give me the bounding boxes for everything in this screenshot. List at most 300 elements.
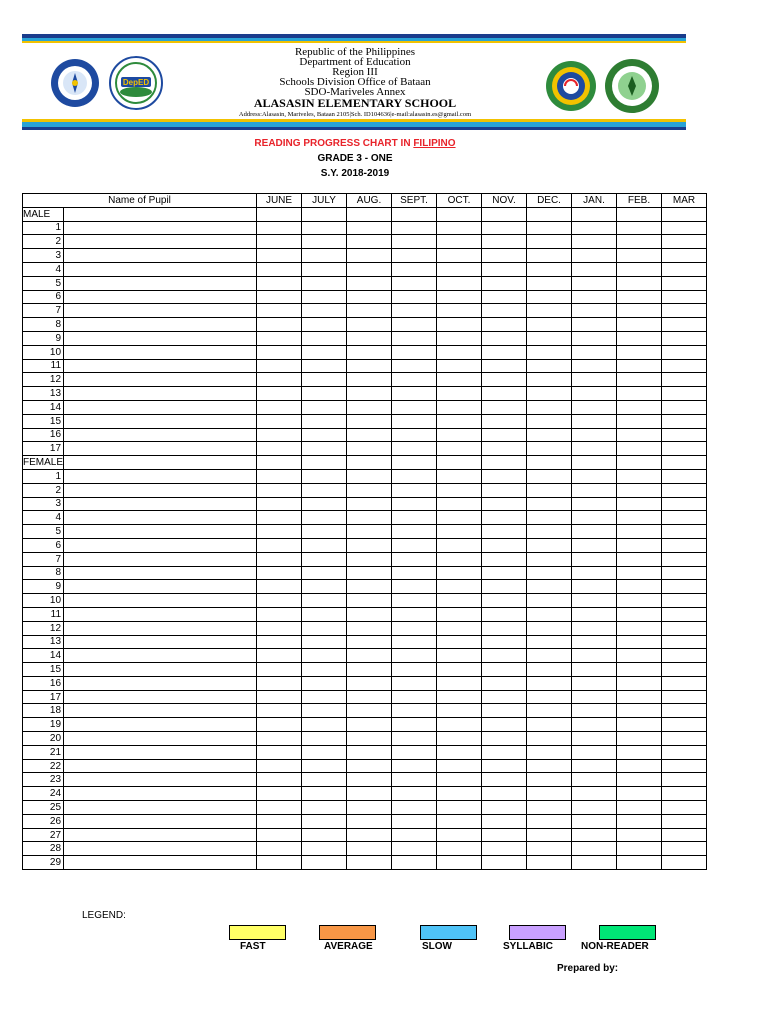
month-cell[interactable] xyxy=(617,801,662,815)
month-cell[interactable] xyxy=(437,497,482,511)
month-cell[interactable] xyxy=(572,828,617,842)
month-cell[interactable] xyxy=(302,690,347,704)
month-cell[interactable] xyxy=(437,511,482,525)
month-cell[interactable] xyxy=(392,594,437,608)
month-cell[interactable] xyxy=(617,580,662,594)
month-cell[interactable] xyxy=(617,469,662,483)
month-cell[interactable] xyxy=(437,842,482,856)
pupil-name-cell[interactable] xyxy=(64,359,257,373)
month-cell[interactable] xyxy=(527,345,572,359)
pupil-name-cell[interactable] xyxy=(64,773,257,787)
month-cell[interactable] xyxy=(482,483,527,497)
month-cell[interactable] xyxy=(527,221,572,235)
month-cell[interactable] xyxy=(302,345,347,359)
pupil-name-cell[interactable] xyxy=(64,318,257,332)
month-cell[interactable] xyxy=(347,538,392,552)
month-cell[interactable] xyxy=(617,276,662,290)
month-cell[interactable] xyxy=(392,856,437,870)
month-cell[interactable] xyxy=(302,718,347,732)
month-cell[interactable] xyxy=(347,842,392,856)
month-cell[interactable] xyxy=(617,663,662,677)
pupil-name-cell[interactable] xyxy=(64,538,257,552)
month-cell[interactable] xyxy=(527,635,572,649)
month-cell[interactable] xyxy=(617,400,662,414)
month-cell[interactable] xyxy=(482,442,527,456)
month-cell[interactable] xyxy=(527,497,572,511)
month-cell[interactable] xyxy=(572,483,617,497)
month-cell[interactable] xyxy=(257,414,302,428)
pupil-name-cell[interactable] xyxy=(64,580,257,594)
month-cell[interactable] xyxy=(257,649,302,663)
month-cell[interactable] xyxy=(392,842,437,856)
month-cell[interactable] xyxy=(302,400,347,414)
month-cell[interactable] xyxy=(347,745,392,759)
month-cell[interactable] xyxy=(302,428,347,442)
month-cell[interactable] xyxy=(347,290,392,304)
month-cell[interactable] xyxy=(482,704,527,718)
month-cell[interactable] xyxy=(617,759,662,773)
month-cell[interactable] xyxy=(347,497,392,511)
month-cell[interactable] xyxy=(302,814,347,828)
month-cell[interactable] xyxy=(527,663,572,677)
month-cell[interactable] xyxy=(617,773,662,787)
month-cell[interactable] xyxy=(347,759,392,773)
month-cell[interactable] xyxy=(572,690,617,704)
month-cell[interactable] xyxy=(392,704,437,718)
month-cell[interactable] xyxy=(302,304,347,318)
month-cell[interactable] xyxy=(482,359,527,373)
pupil-name-cell[interactable] xyxy=(64,235,257,249)
month-cell[interactable] xyxy=(392,511,437,525)
month-cell[interactable] xyxy=(437,525,482,539)
month-cell[interactable] xyxy=(257,759,302,773)
month-cell[interactable] xyxy=(392,649,437,663)
month-cell[interactable] xyxy=(482,663,527,677)
month-cell[interactable] xyxy=(527,676,572,690)
month-cell[interactable] xyxy=(482,469,527,483)
month-cell[interactable] xyxy=(302,469,347,483)
month-cell[interactable] xyxy=(302,580,347,594)
pupil-name-cell[interactable] xyxy=(64,828,257,842)
month-cell[interactable] xyxy=(437,373,482,387)
month-cell[interactable] xyxy=(347,511,392,525)
pupil-name-cell[interactable] xyxy=(64,497,257,511)
month-cell[interactable] xyxy=(437,538,482,552)
month-cell[interactable] xyxy=(302,773,347,787)
month-cell[interactable] xyxy=(347,276,392,290)
month-cell[interactable] xyxy=(482,511,527,525)
month-cell[interactable] xyxy=(527,690,572,704)
month-cell[interactable] xyxy=(572,773,617,787)
month-cell[interactable] xyxy=(662,607,707,621)
month-cell[interactable] xyxy=(572,718,617,732)
month-cell[interactable] xyxy=(392,814,437,828)
month-cell[interactable] xyxy=(617,676,662,690)
month-cell[interactable] xyxy=(302,387,347,401)
month-cell[interactable] xyxy=(302,525,347,539)
month-cell[interactable] xyxy=(617,787,662,801)
month-cell[interactable] xyxy=(482,249,527,263)
month-cell[interactable] xyxy=(347,387,392,401)
month-cell[interactable] xyxy=(662,663,707,677)
month-cell[interactable] xyxy=(482,304,527,318)
month-cell[interactable] xyxy=(572,649,617,663)
month-cell[interactable] xyxy=(662,400,707,414)
month-cell[interactable] xyxy=(662,787,707,801)
month-cell[interactable] xyxy=(482,221,527,235)
month-cell[interactable] xyxy=(662,249,707,263)
month-cell[interactable] xyxy=(437,828,482,842)
pupil-name-cell[interactable] xyxy=(64,290,257,304)
month-cell[interactable] xyxy=(437,690,482,704)
month-cell[interactable] xyxy=(392,414,437,428)
month-cell[interactable] xyxy=(392,690,437,704)
month-cell[interactable] xyxy=(662,469,707,483)
month-cell[interactable] xyxy=(482,497,527,511)
month-cell[interactable] xyxy=(572,290,617,304)
month-cell[interactable] xyxy=(617,856,662,870)
month-cell[interactable] xyxy=(527,732,572,746)
month-cell[interactable] xyxy=(572,414,617,428)
month-cell[interactable] xyxy=(572,801,617,815)
month-cell[interactable] xyxy=(572,552,617,566)
month-cell[interactable] xyxy=(482,290,527,304)
month-cell[interactable] xyxy=(302,663,347,677)
pupil-name-cell[interactable] xyxy=(64,262,257,276)
month-cell[interactable] xyxy=(482,414,527,428)
pupil-name-cell[interactable] xyxy=(64,428,257,442)
month-cell[interactable] xyxy=(482,607,527,621)
month-cell[interactable] xyxy=(617,290,662,304)
month-cell[interactable] xyxy=(257,483,302,497)
month-cell[interactable] xyxy=(527,621,572,635)
month-cell[interactable] xyxy=(527,276,572,290)
month-cell[interactable] xyxy=(617,345,662,359)
month-cell[interactable] xyxy=(617,690,662,704)
month-cell[interactable] xyxy=(662,649,707,663)
month-cell[interactable] xyxy=(527,373,572,387)
month-cell[interactable] xyxy=(392,442,437,456)
month-cell[interactable] xyxy=(392,552,437,566)
month-cell[interactable] xyxy=(662,759,707,773)
month-cell[interactable] xyxy=(437,387,482,401)
month-cell[interactable] xyxy=(302,745,347,759)
month-cell[interactable] xyxy=(347,359,392,373)
month-cell[interactable] xyxy=(572,469,617,483)
pupil-name-cell[interactable] xyxy=(64,552,257,566)
month-cell[interactable] xyxy=(347,607,392,621)
month-cell[interactable] xyxy=(572,525,617,539)
month-cell[interactable] xyxy=(347,649,392,663)
month-cell[interactable] xyxy=(302,704,347,718)
pupil-name-cell[interactable] xyxy=(64,345,257,359)
month-cell[interactable] xyxy=(572,704,617,718)
month-cell[interactable] xyxy=(257,787,302,801)
month-cell[interactable] xyxy=(482,856,527,870)
month-cell[interactable] xyxy=(617,814,662,828)
month-cell[interactable] xyxy=(527,649,572,663)
month-cell[interactable] xyxy=(392,373,437,387)
month-cell[interactable] xyxy=(617,318,662,332)
month-cell[interactable] xyxy=(392,249,437,263)
month-cell[interactable] xyxy=(257,400,302,414)
month-cell[interactable] xyxy=(302,290,347,304)
month-cell[interactable] xyxy=(572,249,617,263)
month-cell[interactable] xyxy=(392,566,437,580)
month-cell[interactable] xyxy=(392,732,437,746)
month-cell[interactable] xyxy=(437,331,482,345)
month-cell[interactable] xyxy=(662,345,707,359)
month-cell[interactable] xyxy=(257,814,302,828)
month-cell[interactable] xyxy=(257,663,302,677)
month-cell[interactable] xyxy=(257,276,302,290)
month-cell[interactable] xyxy=(437,221,482,235)
month-cell[interactable] xyxy=(662,511,707,525)
pupil-name-cell[interactable] xyxy=(64,814,257,828)
month-cell[interactable] xyxy=(662,428,707,442)
month-cell[interactable] xyxy=(437,649,482,663)
month-cell[interactable] xyxy=(482,814,527,828)
pupil-name-cell[interactable] xyxy=(64,221,257,235)
month-cell[interactable] xyxy=(617,607,662,621)
month-cell[interactable] xyxy=(482,732,527,746)
month-cell[interactable] xyxy=(347,249,392,263)
month-cell[interactable] xyxy=(257,511,302,525)
month-cell[interactable] xyxy=(392,787,437,801)
month-cell[interactable] xyxy=(572,400,617,414)
month-cell[interactable] xyxy=(347,262,392,276)
month-cell[interactable] xyxy=(437,856,482,870)
month-cell[interactable] xyxy=(572,511,617,525)
month-cell[interactable] xyxy=(437,594,482,608)
month-cell[interactable] xyxy=(392,400,437,414)
month-cell[interactable] xyxy=(617,538,662,552)
month-cell[interactable] xyxy=(572,607,617,621)
month-cell[interactable] xyxy=(482,745,527,759)
month-cell[interactable] xyxy=(437,773,482,787)
month-cell[interactable] xyxy=(572,814,617,828)
month-cell[interactable] xyxy=(392,318,437,332)
month-cell[interactable] xyxy=(617,221,662,235)
month-cell[interactable] xyxy=(347,704,392,718)
month-cell[interactable] xyxy=(527,290,572,304)
month-cell[interactable] xyxy=(257,676,302,690)
month-cell[interactable] xyxy=(302,607,347,621)
pupil-name-cell[interactable] xyxy=(64,663,257,677)
month-cell[interactable] xyxy=(392,745,437,759)
month-cell[interactable] xyxy=(302,331,347,345)
pupil-name-cell[interactable] xyxy=(64,607,257,621)
month-cell[interactable] xyxy=(482,428,527,442)
pupil-name-cell[interactable] xyxy=(64,635,257,649)
month-cell[interactable] xyxy=(347,566,392,580)
month-cell[interactable] xyxy=(482,828,527,842)
month-cell[interactable] xyxy=(392,483,437,497)
month-cell[interactable] xyxy=(617,387,662,401)
month-cell[interactable] xyxy=(662,814,707,828)
month-cell[interactable] xyxy=(347,732,392,746)
month-cell[interactable] xyxy=(392,262,437,276)
month-cell[interactable] xyxy=(257,621,302,635)
month-cell[interactable] xyxy=(527,580,572,594)
month-cell[interactable] xyxy=(437,718,482,732)
month-cell[interactable] xyxy=(437,704,482,718)
month-cell[interactable] xyxy=(617,483,662,497)
month-cell[interactable] xyxy=(257,262,302,276)
month-cell[interactable] xyxy=(482,552,527,566)
month-cell[interactable] xyxy=(527,304,572,318)
month-cell[interactable] xyxy=(347,635,392,649)
month-cell[interactable] xyxy=(617,511,662,525)
month-cell[interactable] xyxy=(437,442,482,456)
month-cell[interactable] xyxy=(392,221,437,235)
month-cell[interactable] xyxy=(482,538,527,552)
month-cell[interactable] xyxy=(302,262,347,276)
month-cell[interactable] xyxy=(572,318,617,332)
pupil-name-cell[interactable] xyxy=(64,704,257,718)
month-cell[interactable] xyxy=(662,318,707,332)
month-cell[interactable] xyxy=(437,787,482,801)
month-cell[interactable] xyxy=(257,745,302,759)
month-cell[interactable] xyxy=(617,828,662,842)
month-cell[interactable] xyxy=(527,538,572,552)
month-cell[interactable] xyxy=(572,428,617,442)
month-cell[interactable] xyxy=(572,842,617,856)
pupil-name-cell[interactable] xyxy=(64,801,257,815)
month-cell[interactable] xyxy=(257,387,302,401)
month-cell[interactable] xyxy=(527,594,572,608)
month-cell[interactable] xyxy=(257,842,302,856)
month-cell[interactable] xyxy=(662,594,707,608)
month-cell[interactable] xyxy=(437,414,482,428)
month-cell[interactable] xyxy=(527,759,572,773)
month-cell[interactable] xyxy=(302,442,347,456)
month-cell[interactable] xyxy=(617,732,662,746)
month-cell[interactable] xyxy=(527,318,572,332)
month-cell[interactable] xyxy=(527,235,572,249)
month-cell[interactable] xyxy=(392,773,437,787)
month-cell[interactable] xyxy=(662,442,707,456)
month-cell[interactable] xyxy=(572,497,617,511)
month-cell[interactable] xyxy=(662,373,707,387)
month-cell[interactable] xyxy=(662,621,707,635)
month-cell[interactable] xyxy=(392,235,437,249)
month-cell[interactable] xyxy=(257,359,302,373)
month-cell[interactable] xyxy=(437,249,482,263)
pupil-name-cell[interactable] xyxy=(64,511,257,525)
month-cell[interactable] xyxy=(392,497,437,511)
month-cell[interactable] xyxy=(347,621,392,635)
month-cell[interactable] xyxy=(482,635,527,649)
month-cell[interactable] xyxy=(617,249,662,263)
month-cell[interactable] xyxy=(572,387,617,401)
month-cell[interactable] xyxy=(572,745,617,759)
month-cell[interactable] xyxy=(347,801,392,815)
month-cell[interactable] xyxy=(527,607,572,621)
month-cell[interactable] xyxy=(662,525,707,539)
month-cell[interactable] xyxy=(527,566,572,580)
month-cell[interactable] xyxy=(437,635,482,649)
month-cell[interactable] xyxy=(662,414,707,428)
month-cell[interactable] xyxy=(572,856,617,870)
month-cell[interactable] xyxy=(257,552,302,566)
pupil-name-cell[interactable] xyxy=(64,732,257,746)
month-cell[interactable] xyxy=(572,304,617,318)
month-cell[interactable] xyxy=(257,428,302,442)
month-cell[interactable] xyxy=(662,483,707,497)
month-cell[interactable] xyxy=(572,221,617,235)
month-cell[interactable] xyxy=(572,663,617,677)
month-cell[interactable] xyxy=(437,663,482,677)
month-cell[interactable] xyxy=(572,635,617,649)
month-cell[interactable] xyxy=(572,580,617,594)
month-cell[interactable] xyxy=(482,787,527,801)
month-cell[interactable] xyxy=(617,373,662,387)
month-cell[interactable] xyxy=(527,856,572,870)
month-cell[interactable] xyxy=(392,580,437,594)
month-cell[interactable] xyxy=(482,276,527,290)
month-cell[interactable] xyxy=(302,552,347,566)
month-cell[interactable] xyxy=(302,359,347,373)
month-cell[interactable] xyxy=(617,621,662,635)
month-cell[interactable] xyxy=(347,856,392,870)
month-cell[interactable] xyxy=(482,262,527,276)
month-cell[interactable] xyxy=(347,663,392,677)
month-cell[interactable] xyxy=(257,856,302,870)
pupil-name-cell[interactable] xyxy=(64,621,257,635)
month-cell[interactable] xyxy=(347,676,392,690)
month-cell[interactable] xyxy=(257,828,302,842)
month-cell[interactable] xyxy=(437,359,482,373)
month-cell[interactable] xyxy=(257,538,302,552)
month-cell[interactable] xyxy=(347,345,392,359)
month-cell[interactable] xyxy=(572,345,617,359)
month-cell[interactable] xyxy=(257,331,302,345)
month-cell[interactable] xyxy=(392,607,437,621)
month-cell[interactable] xyxy=(302,373,347,387)
month-cell[interactable] xyxy=(347,525,392,539)
month-cell[interactable] xyxy=(392,331,437,345)
month-cell[interactable] xyxy=(617,552,662,566)
month-cell[interactable] xyxy=(302,497,347,511)
month-cell[interactable] xyxy=(257,469,302,483)
month-cell[interactable] xyxy=(572,676,617,690)
month-cell[interactable] xyxy=(392,663,437,677)
month-cell[interactable] xyxy=(347,552,392,566)
month-cell[interactable] xyxy=(302,414,347,428)
month-cell[interactable] xyxy=(257,525,302,539)
pupil-name-cell[interactable] xyxy=(64,304,257,318)
month-cell[interactable] xyxy=(437,345,482,359)
pupil-name-cell[interactable] xyxy=(64,483,257,497)
month-cell[interactable] xyxy=(662,676,707,690)
month-cell[interactable] xyxy=(302,566,347,580)
month-cell[interactable] xyxy=(482,400,527,414)
month-cell[interactable] xyxy=(437,552,482,566)
month-cell[interactable] xyxy=(482,649,527,663)
month-cell[interactable] xyxy=(347,483,392,497)
month-cell[interactable] xyxy=(257,607,302,621)
month-cell[interactable] xyxy=(302,649,347,663)
month-cell[interactable] xyxy=(347,442,392,456)
month-cell[interactable] xyxy=(662,635,707,649)
month-cell[interactable] xyxy=(257,732,302,746)
month-cell[interactable] xyxy=(482,594,527,608)
month-cell[interactable] xyxy=(257,690,302,704)
pupil-name-cell[interactable] xyxy=(64,856,257,870)
month-cell[interactable] xyxy=(257,773,302,787)
month-cell[interactable] xyxy=(437,262,482,276)
